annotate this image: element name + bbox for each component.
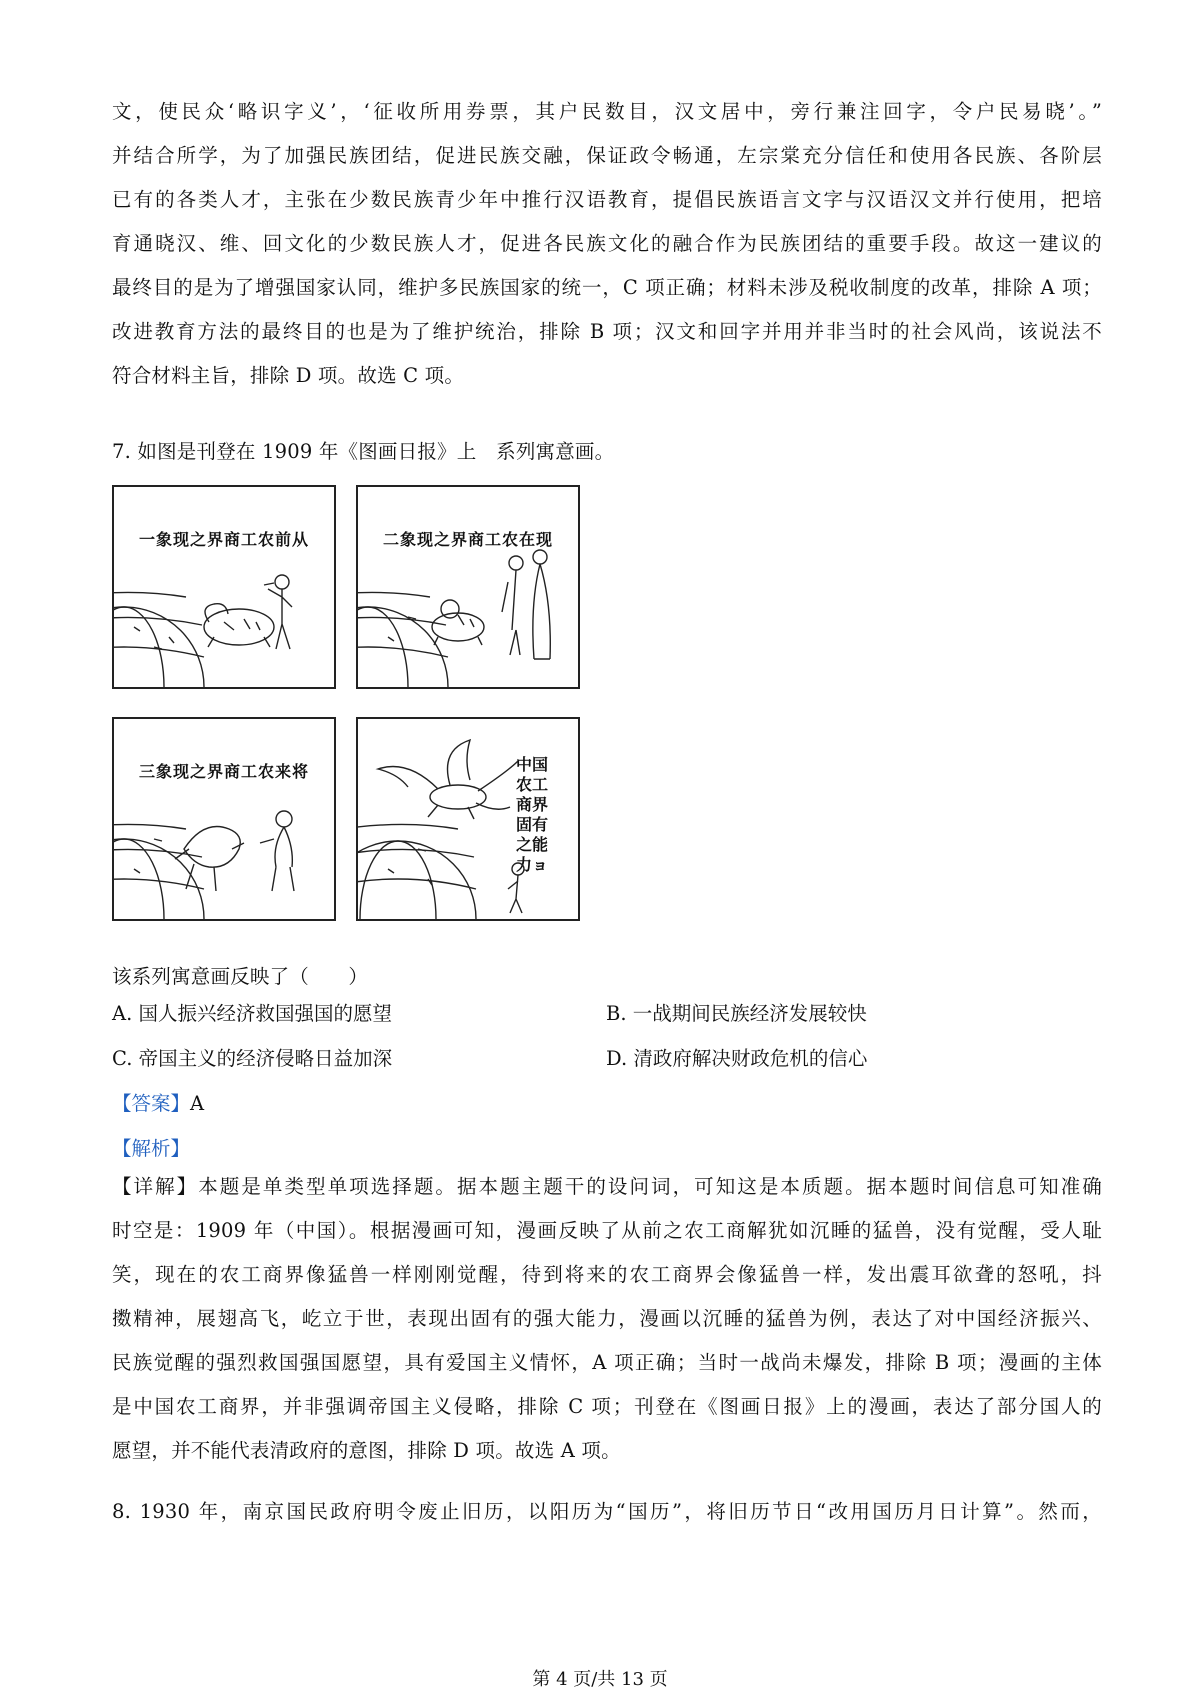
answer-line (112, 1089, 204, 1119)
detail-line: 【详解】本题是单类型单项选择题。据本题主题干的设问词，可知这是本质题。据本题时间信息可知准确 (112, 1175, 1102, 1198)
question-stem-text: 7. 如图是刊登在 1909 年《图画日报》上 系列寓意画。 (112, 440, 615, 463)
page-footer: 第 4 页/共 13 页 (532, 1669, 668, 1690)
question-stem-text: 8. 1930 年，南京国民政府明令废止旧历，以阳历为“国历”，将旧历节日“改用国历月日计算”。然而， (112, 1500, 1102, 1523)
globe-tiger-man-illustration (114, 487, 336, 689)
panel-caption: 一象现之界商工农前从 (138, 530, 309, 549)
detail-line: 民族觉醒的强烈救国强国愿望，具有爱国主义情怀，A 项正确；当时一战尚未爆发，排除 B 项；漫画的主体 (112, 1351, 1102, 1374)
cartoon-panel-1 (112, 485, 336, 689)
detail-line: 擞精神，展翅高飞，屹立于世，表现出固有的强大能力，漫画以沉睡的猛兽为例，表达了对中国经济振兴、 (112, 1307, 1102, 1330)
paragraph-line: 符合材料主旨，排除 D 项。故选 C 项。 (112, 364, 465, 387)
option-b[interactable]: B. 一战期间民族经济发展较快 (606, 1002, 867, 1025)
option-c[interactable]: C. 帝国主义的经济侵略日益加深 (112, 1047, 393, 1070)
globe-tiger-couple-illustration (358, 487, 580, 689)
cartoon-panel-4 (356, 717, 580, 921)
paragraph-line: 已有的各类人才，主张在少数民族青少年中推行汉语教育，提倡民族语言文字与汉语汉文并行使用，把培 (112, 188, 1102, 211)
detail-line: 是中国农工商界，并非强调帝国主义侵略，排除 C 项；刊登在《图画日报》上的漫画，表达了部分国人的 (112, 1395, 1102, 1418)
cartoon-panel-3 (112, 717, 336, 921)
globe-roaring-tiger-illustration (114, 719, 336, 921)
question-7-prompt (112, 955, 1102, 999)
detail-line: 时空是：1909 年（中国）。根据漫画可知，漫画反映了从前之农工商解犹如沉睡的猛兽，没有觉醒，受人耻 (112, 1219, 1102, 1242)
panel-caption-vertical: 中国农工商界固有之能力ョ (515, 755, 548, 874)
detail-paragraph (112, 1165, 1102, 1473)
answer-label: 【答案】 (112, 1092, 191, 1115)
answer-value: A (190, 1092, 205, 1115)
detail-line: 愿望，并不能代表清政府的意图，排除 D 项。故选 A 项。 (112, 1439, 621, 1462)
paragraph-line: 最终目的是为了增强国家认同，维护多民族国家的统一，C 项正确；材料未涉及税收制度的改革，排除 A 项； (112, 276, 1102, 299)
panel-caption: 二象现之界商工农在现 (382, 530, 553, 549)
question-7-stem (112, 430, 1102, 474)
cartoon-figure (112, 485, 582, 923)
top-paragraph (112, 90, 1102, 398)
detail-line: 笑，现在的农工商界像猛兽一样刚刚觉醒，待到将来的农工商界会像猛兽一样，发出震耳欲聋的怒吼，抖 (112, 1263, 1102, 1286)
paragraph-line: 文，使民众‘略识字义’，‘征收所用券票，其户民数目，汉文居中，旁行兼注回字，令户民易晓’。” (112, 100, 1102, 123)
question-8-stem (112, 1490, 1102, 1534)
paragraph-line: 改进教育方法的最终目的也是为了维护统治，排除 B 项；汉文和回字并用并非当时的社会风尚，该说法不 (112, 320, 1102, 343)
paragraph-line: 并结合所学，为了加强民族团结，促进民族交融，保证政令畅通，左宗棠充分信任和使用各民族、各阶层 (112, 144, 1102, 167)
panel-caption: 三象现之界商工农来将 (138, 762, 309, 781)
globe-winged-tiger-illustration (358, 719, 580, 921)
analysis-label: 【解析】 (112, 1137, 191, 1160)
cartoon-panel-2 (356, 485, 580, 689)
paragraph-line: 育通晓汉、维、回文化的少数民族人才，促进各民族文化的融合作为民族团结的重要手段。故这一建议的 (112, 232, 1102, 255)
option-d[interactable]: D. 清政府解决财政危机的信心 (606, 1047, 868, 1070)
question-prompt-text: 该系列寓意画反映了（ ） (112, 965, 369, 988)
option-a[interactable]: A. 国人振兴经济救国强国的愿望 (112, 1002, 392, 1025)
